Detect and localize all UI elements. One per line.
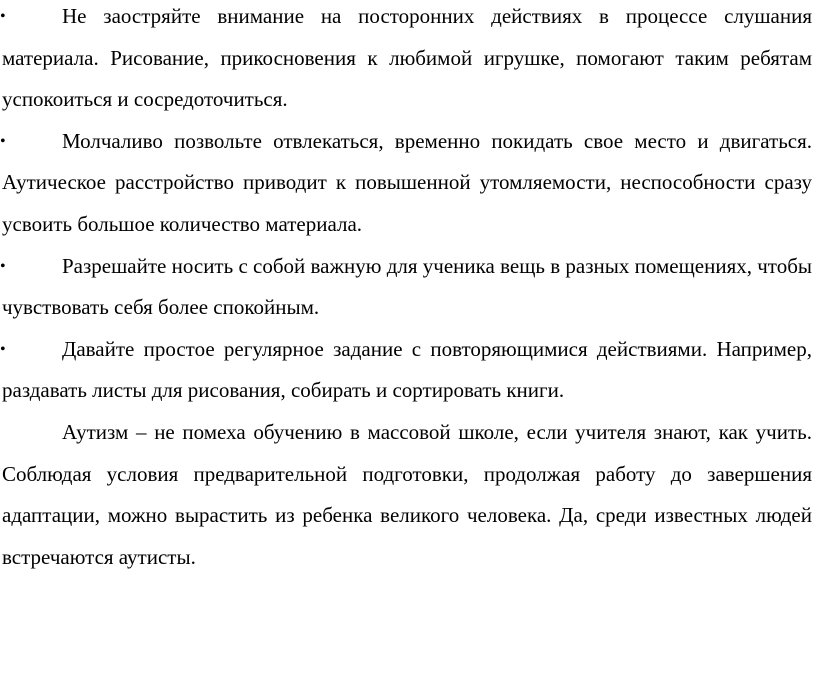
paragraph-text: Аутизм – не помеха обучению в массовой школе, если учителя знают, как учить. Соблюдая условия предварительной подготовки, продолжая работу до завершения адаптации, можно вырастить из ребенка великого человека. Да, среди известных людей встречаются аутисты. bbox=[2, 419, 812, 569]
closing-paragraph bbox=[2, 412, 812, 578]
bullet-dot-icon: • bbox=[0, 257, 6, 275]
paragraph-text: Давайте простое регулярное задание с повторяющимися действиями. Например, раздавать листы для рисования, собирать и сортировать книги. bbox=[2, 336, 812, 403]
bullet-dot-icon: • bbox=[0, 340, 6, 358]
paragraph-text: Не заостряйте внимание на посторонних действиях в процессе слушания материала. Рисование, прикосновения к любимой игрушке, помогают таким ребятам успокоиться и сосредоточиться. bbox=[2, 4, 812, 112]
bullet-paragraph-4 bbox=[2, 329, 812, 412]
paragraph-text: Молчаливо позвольте отвлекаться, временно покидать свое место и двигаться. Аутическое расстройство приводит к повышенной утомляемости, неспособности сразу усвоить большое количество материала. bbox=[2, 128, 812, 236]
bullet-dot-icon: • bbox=[0, 8, 6, 25]
paragraph-text: Разрешайте носить с собой важную для ученика вещь в разных помещениях, чтобы чувствовать себя более спокойным. bbox=[2, 253, 812, 320]
bullet-dot-icon: • bbox=[0, 132, 6, 150]
bullet-paragraph-2 bbox=[2, 121, 812, 246]
bullet-paragraph-3 bbox=[2, 246, 812, 329]
bullet-paragraph-1 bbox=[2, 0, 812, 121]
